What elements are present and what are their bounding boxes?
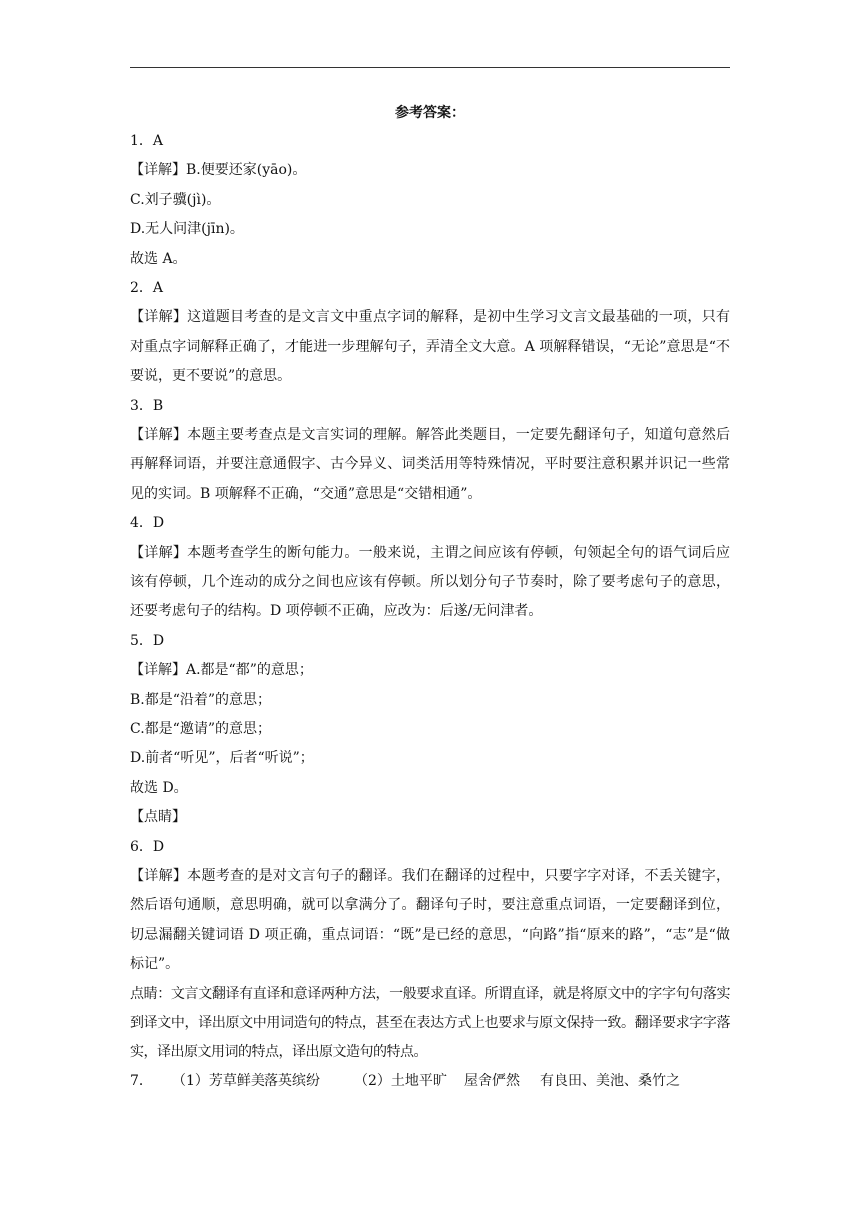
page-title: 参考答案： (395, 105, 465, 121)
answer-5-number: 5．D (130, 632, 165, 649)
answer-5-line: 故选 D。 (130, 779, 188, 796)
answer-7-number: 7． (130, 1072, 153, 1089)
answer-1-line: C.刘子骥(jì)。 (130, 191, 221, 208)
answer-5-line: D.前者“听见”，后者“听说”； (130, 750, 314, 767)
answer-6-explanation: 【详解】本题考查的是对文言句子的翻译。我们在翻译的过程中，只要字字对译，不丢关键字，然后语句通顺，意思明确，就可以拿满分了。翻译句子时，要注意重点词语，一定要翻译到位，切忌漏翻关键词语 D 项正确，重点词语：“既”是已经的意思，“向路”指“原来的路”，“志”是“做标记”。 (130, 867, 730, 973)
answer-3-explanation: 【详解】本题主要考查点是文言实词的理解。解答此类题目，一定要先翻译句子，知道句意然后再解释词语，并要注意通假字、古今异义、词类活用等特殊情况，平时要注意积累并识记一些常见的实词。B 项解释不正确，“交通”意思是“交错相通”。 (130, 426, 730, 502)
answer-7-part: （1）芳草鲜美 (172, 1072, 265, 1089)
answer-1-number: 1．A (130, 133, 164, 149)
answer-6-number: 6．D (130, 838, 165, 855)
answer-7-part: 落英缤纷 (264, 1072, 320, 1089)
answer-5-line: 【详解】A.都是“都”的意思； (130, 662, 313, 679)
answer-2-explanation: 【详解】这道题目考查的是文言文中重点字词的解释，是初中生学习文言文最基础的一项，只有对重点字词解释正确了，才能进一步理解句子，弄清全文大意。A 项解释错误，“无论”意思是“不要说，更不要说”的意思。 (130, 309, 730, 385)
answer-5-line: B.都是“沿着”的意思； (130, 691, 272, 708)
answer-5-line: C.都是“邀请”的意思； (130, 720, 271, 737)
answer-document (130, 102, 730, 1096)
answer-1-line: 故选 A。 (130, 250, 187, 267)
answer-7-row (130, 1067, 730, 1096)
answer-1-line: 【详解】B.便要还家(yāo)。 (130, 162, 307, 179)
answer-3-number: 3．B (130, 397, 164, 414)
answer-6-note: 点睛：文言文翻译有直译和意译两种方法，一般要求直译。所谓直译，就是将原文中的字字句句落实到译文中，译出原文中用词造句的特点，甚至在表达方式上也要求与原文保持一致。翻译要求字字落实，译出原文用词的特点，译出原文造句的特点。 (130, 985, 730, 1060)
answer-7-part: 屋舍俨然 (464, 1072, 520, 1089)
answer-7-part: （2）土地平旷 (354, 1072, 447, 1089)
answer-1-line: D.无人问津(jīn)。 (130, 221, 244, 238)
header-rule (130, 67, 730, 68)
answer-7-part: 有良田、美池、桑竹之 (540, 1072, 680, 1089)
answer-4-explanation: 【详解】本题考查学生的断句能力。一般来说，主谓之间应该有停顿，句领起全句的语气词后应该有停顿，几个连动的成分之间也应该有停顿。所以划分句子节奏时，除了要考虑句子的意思，还要考虑句子的结构。D 项停顿不正确，应改为：后遂/无问津者。 (130, 544, 730, 620)
answer-5-line: 【点睛】 (130, 809, 186, 826)
answer-4-number: 4．D (130, 515, 165, 532)
answer-2-number: 2．A (130, 279, 164, 296)
